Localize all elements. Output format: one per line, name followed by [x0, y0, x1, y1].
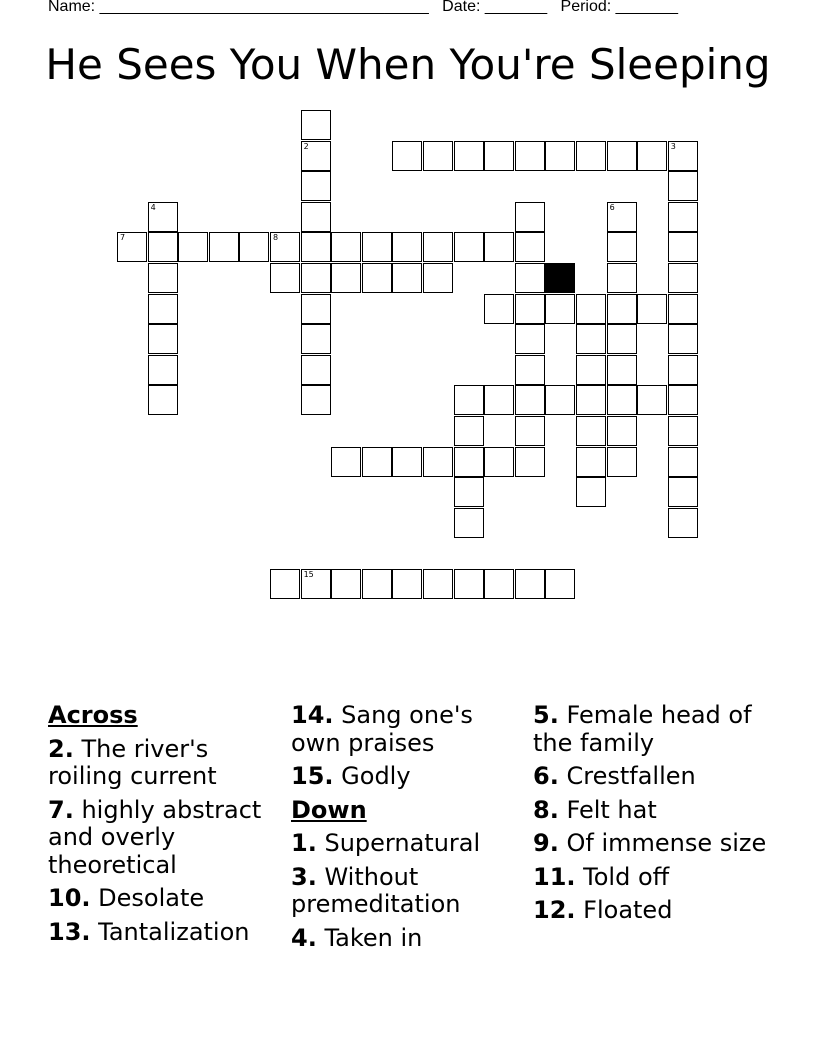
grid-cell[interactable] — [148, 385, 178, 415]
grid-cell[interactable] — [515, 416, 545, 446]
grid-cell[interactable] — [392, 232, 422, 262]
grid-cell[interactable] — [576, 416, 606, 446]
grid-cell[interactable] — [668, 477, 698, 507]
grid-cell[interactable] — [668, 141, 698, 171]
grid-cell[interactable] — [209, 232, 239, 262]
grid-cell[interactable] — [668, 355, 698, 385]
clue-column-2 — [291, 702, 527, 958]
grid-cell[interactable] — [454, 232, 484, 262]
grid-cell[interactable] — [301, 355, 331, 385]
grid-cell[interactable] — [545, 141, 575, 171]
grid-cell[interactable] — [270, 232, 300, 262]
grid-cell[interactable] — [637, 141, 667, 171]
grid-cell[interactable] — [668, 294, 698, 324]
grid-cell[interactable] — [576, 355, 606, 385]
clue-down-5: 5. Female head of the family — [533, 701, 752, 757]
grid-cell[interactable] — [454, 477, 484, 507]
clue-down-11: 11. Told off — [533, 862, 670, 891]
clue-number: 6 — [609, 202, 615, 212]
grid-cell[interactable] — [301, 202, 331, 232]
clue-across-15: 15. Godly — [291, 762, 411, 790]
grid-cell[interactable] — [668, 324, 698, 354]
grid-cell[interactable] — [423, 569, 453, 599]
grid-cell[interactable] — [301, 263, 331, 293]
grid-cell[interactable] — [515, 447, 545, 477]
grid-cell[interactable] — [178, 232, 208, 262]
grid-cell[interactable] — [454, 141, 484, 171]
grid-cell[interactable] — [607, 232, 637, 262]
name-label: Name: — [48, 0, 96, 15]
grid-cell[interactable] — [545, 385, 575, 415]
clue-down-8: 8. Felt hat — [533, 795, 657, 824]
grid-cell[interactable] — [362, 447, 392, 477]
grid-cell[interactable] — [607, 355, 637, 385]
grid-cell[interactable] — [239, 232, 269, 262]
grid-cell[interactable] — [545, 294, 575, 324]
clue-column-3 — [533, 702, 769, 931]
grid-cell[interactable] — [301, 232, 331, 262]
grid-cell[interactable] — [576, 324, 606, 354]
grid-cell[interactable] — [515, 141, 545, 171]
clue-across-14: 14. Sang one's own praises — [291, 701, 473, 757]
grid-cell[interactable] — [668, 232, 698, 262]
grid-cell[interactable] — [668, 447, 698, 477]
grid-cell[interactable] — [148, 294, 178, 324]
grid-cell[interactable] — [301, 141, 331, 171]
grid-cell[interactable] — [454, 447, 484, 477]
grid-cell[interactable] — [423, 447, 453, 477]
clue-down-9: 9. Of immense size — [533, 829, 767, 857]
grid-cell[interactable] — [392, 447, 422, 477]
grid-cell[interactable] — [454, 508, 484, 538]
grid-cell[interactable] — [301, 324, 331, 354]
grid-cell[interactable] — [607, 447, 637, 477]
grid-cell[interactable] — [484, 447, 514, 477]
grid-cell[interactable] — [637, 385, 667, 415]
grid-cell[interactable] — [515, 232, 545, 262]
grid-cell[interactable] — [576, 294, 606, 324]
grid-cell[interactable] — [576, 385, 606, 415]
grid-cell[interactable] — [607, 202, 637, 232]
grid-cell[interactable] — [607, 385, 637, 415]
clue-number: 15 — [303, 570, 314, 579]
clue-across-2: 2. The river's roiling current — [48, 734, 217, 790]
grid-cell[interactable] — [362, 263, 392, 293]
clue-number: 3 — [670, 141, 676, 151]
grid-cell[interactable] — [515, 202, 545, 232]
grid-cell[interactable] — [331, 263, 361, 293]
grid-cell[interactable] — [515, 355, 545, 385]
grid-cell[interactable] — [362, 569, 392, 599]
grid-cell[interactable] — [331, 447, 361, 477]
clue-number: 2 — [303, 141, 309, 151]
grid-cell-black — [545, 263, 575, 293]
grid-cell[interactable] — [301, 569, 331, 599]
grid-cell[interactable] — [484, 569, 514, 599]
grid-cell[interactable] — [515, 385, 545, 415]
grid-cell[interactable] — [576, 141, 606, 171]
page-title: He Sees You When You're Sleeping — [45, 40, 771, 89]
grid-cell[interactable] — [301, 294, 331, 324]
clue-across-10: 10. Desolate — [48, 884, 205, 912]
grid-cell[interactable] — [454, 569, 484, 599]
grid-cell[interactable] — [423, 232, 453, 262]
period-label: Period: — [560, 0, 612, 15]
grid-cell[interactable] — [668, 508, 698, 538]
date-label: Date: — [442, 0, 481, 15]
grid-cell[interactable] — [454, 385, 484, 415]
across-heading: Across — [48, 701, 138, 729]
grid-cell[interactable] — [668, 385, 698, 415]
clue-across-13: 13. Tantalization — [48, 917, 250, 946]
grid-cell[interactable] — [392, 141, 422, 171]
grid-cell[interactable] — [331, 569, 361, 599]
grid-cell[interactable] — [515, 569, 545, 599]
grid-cell[interactable] — [515, 294, 545, 324]
grid-cell[interactable] — [515, 263, 545, 293]
grid-cell[interactable] — [607, 263, 637, 293]
grid-cell[interactable] — [148, 232, 178, 262]
clue-down-12: 12. Floated — [533, 896, 673, 924]
grid-cell[interactable] — [301, 171, 331, 201]
grid-cell[interactable] — [270, 263, 300, 293]
clue-down-6: 6. Crestfallen — [533, 762, 696, 790]
grid-cell[interactable] — [148, 324, 178, 354]
clue-number: 7 — [120, 233, 126, 243]
clue-number: 4 — [150, 202, 156, 212]
grid-cell[interactable] — [117, 232, 147, 262]
grid-cell[interactable] — [515, 324, 545, 354]
grid-cell[interactable] — [576, 447, 606, 477]
grid-cell[interactable] — [484, 294, 514, 324]
grid-cell[interactable] — [270, 569, 300, 599]
grid-cell[interactable] — [668, 202, 698, 232]
grid-cell[interactable] — [576, 477, 606, 507]
grid-cell[interactable] — [148, 263, 178, 293]
grid-cell[interactable] — [668, 263, 698, 293]
clue-column-1 — [48, 702, 284, 952]
down-heading: Down — [291, 795, 367, 824]
grid-cell[interactable] — [148, 355, 178, 385]
grid-cell[interactable] — [607, 294, 637, 324]
grid-cell[interactable] — [484, 141, 514, 171]
clue-number: 8 — [273, 233, 279, 243]
grid-cell[interactable] — [423, 263, 453, 293]
clue-down-4: 4. Taken in — [291, 923, 423, 952]
grid-cell[interactable] — [545, 569, 575, 599]
grid-cell[interactable] — [607, 416, 637, 446]
period-blank[interactable]: _______ — [615, 0, 678, 15]
clue-down-3: 3. Without premeditation — [291, 862, 461, 918]
grid-cell[interactable] — [668, 171, 698, 201]
grid-cell[interactable] — [423, 141, 453, 171]
grid-cell[interactable] — [484, 385, 514, 415]
grid-cell[interactable] — [148, 202, 178, 232]
grid-cell[interactable] — [392, 569, 422, 599]
grid-cell[interactable] — [607, 141, 637, 171]
grid-cell[interactable] — [484, 232, 514, 262]
name-blank[interactable]: _____________________________________ — [99, 0, 429, 15]
grid-cell[interactable] — [607, 324, 637, 354]
grid-cell[interactable] — [454, 416, 484, 446]
grid-cell[interactable] — [301, 385, 331, 415]
grid-cell[interactable] — [637, 294, 667, 324]
grid-cell[interactable] — [362, 232, 392, 262]
grid-cell[interactable] — [331, 232, 361, 262]
clue-down-1: 1. Supernatural — [291, 829, 481, 857]
clue-across-7: 7. highly abstract and overly theoretical — [48, 795, 262, 879]
grid-cell[interactable] — [668, 416, 698, 446]
grid-cell[interactable] — [301, 110, 331, 140]
date-blank[interactable]: _______ — [484, 0, 548, 15]
grid-cell[interactable] — [392, 263, 422, 293]
